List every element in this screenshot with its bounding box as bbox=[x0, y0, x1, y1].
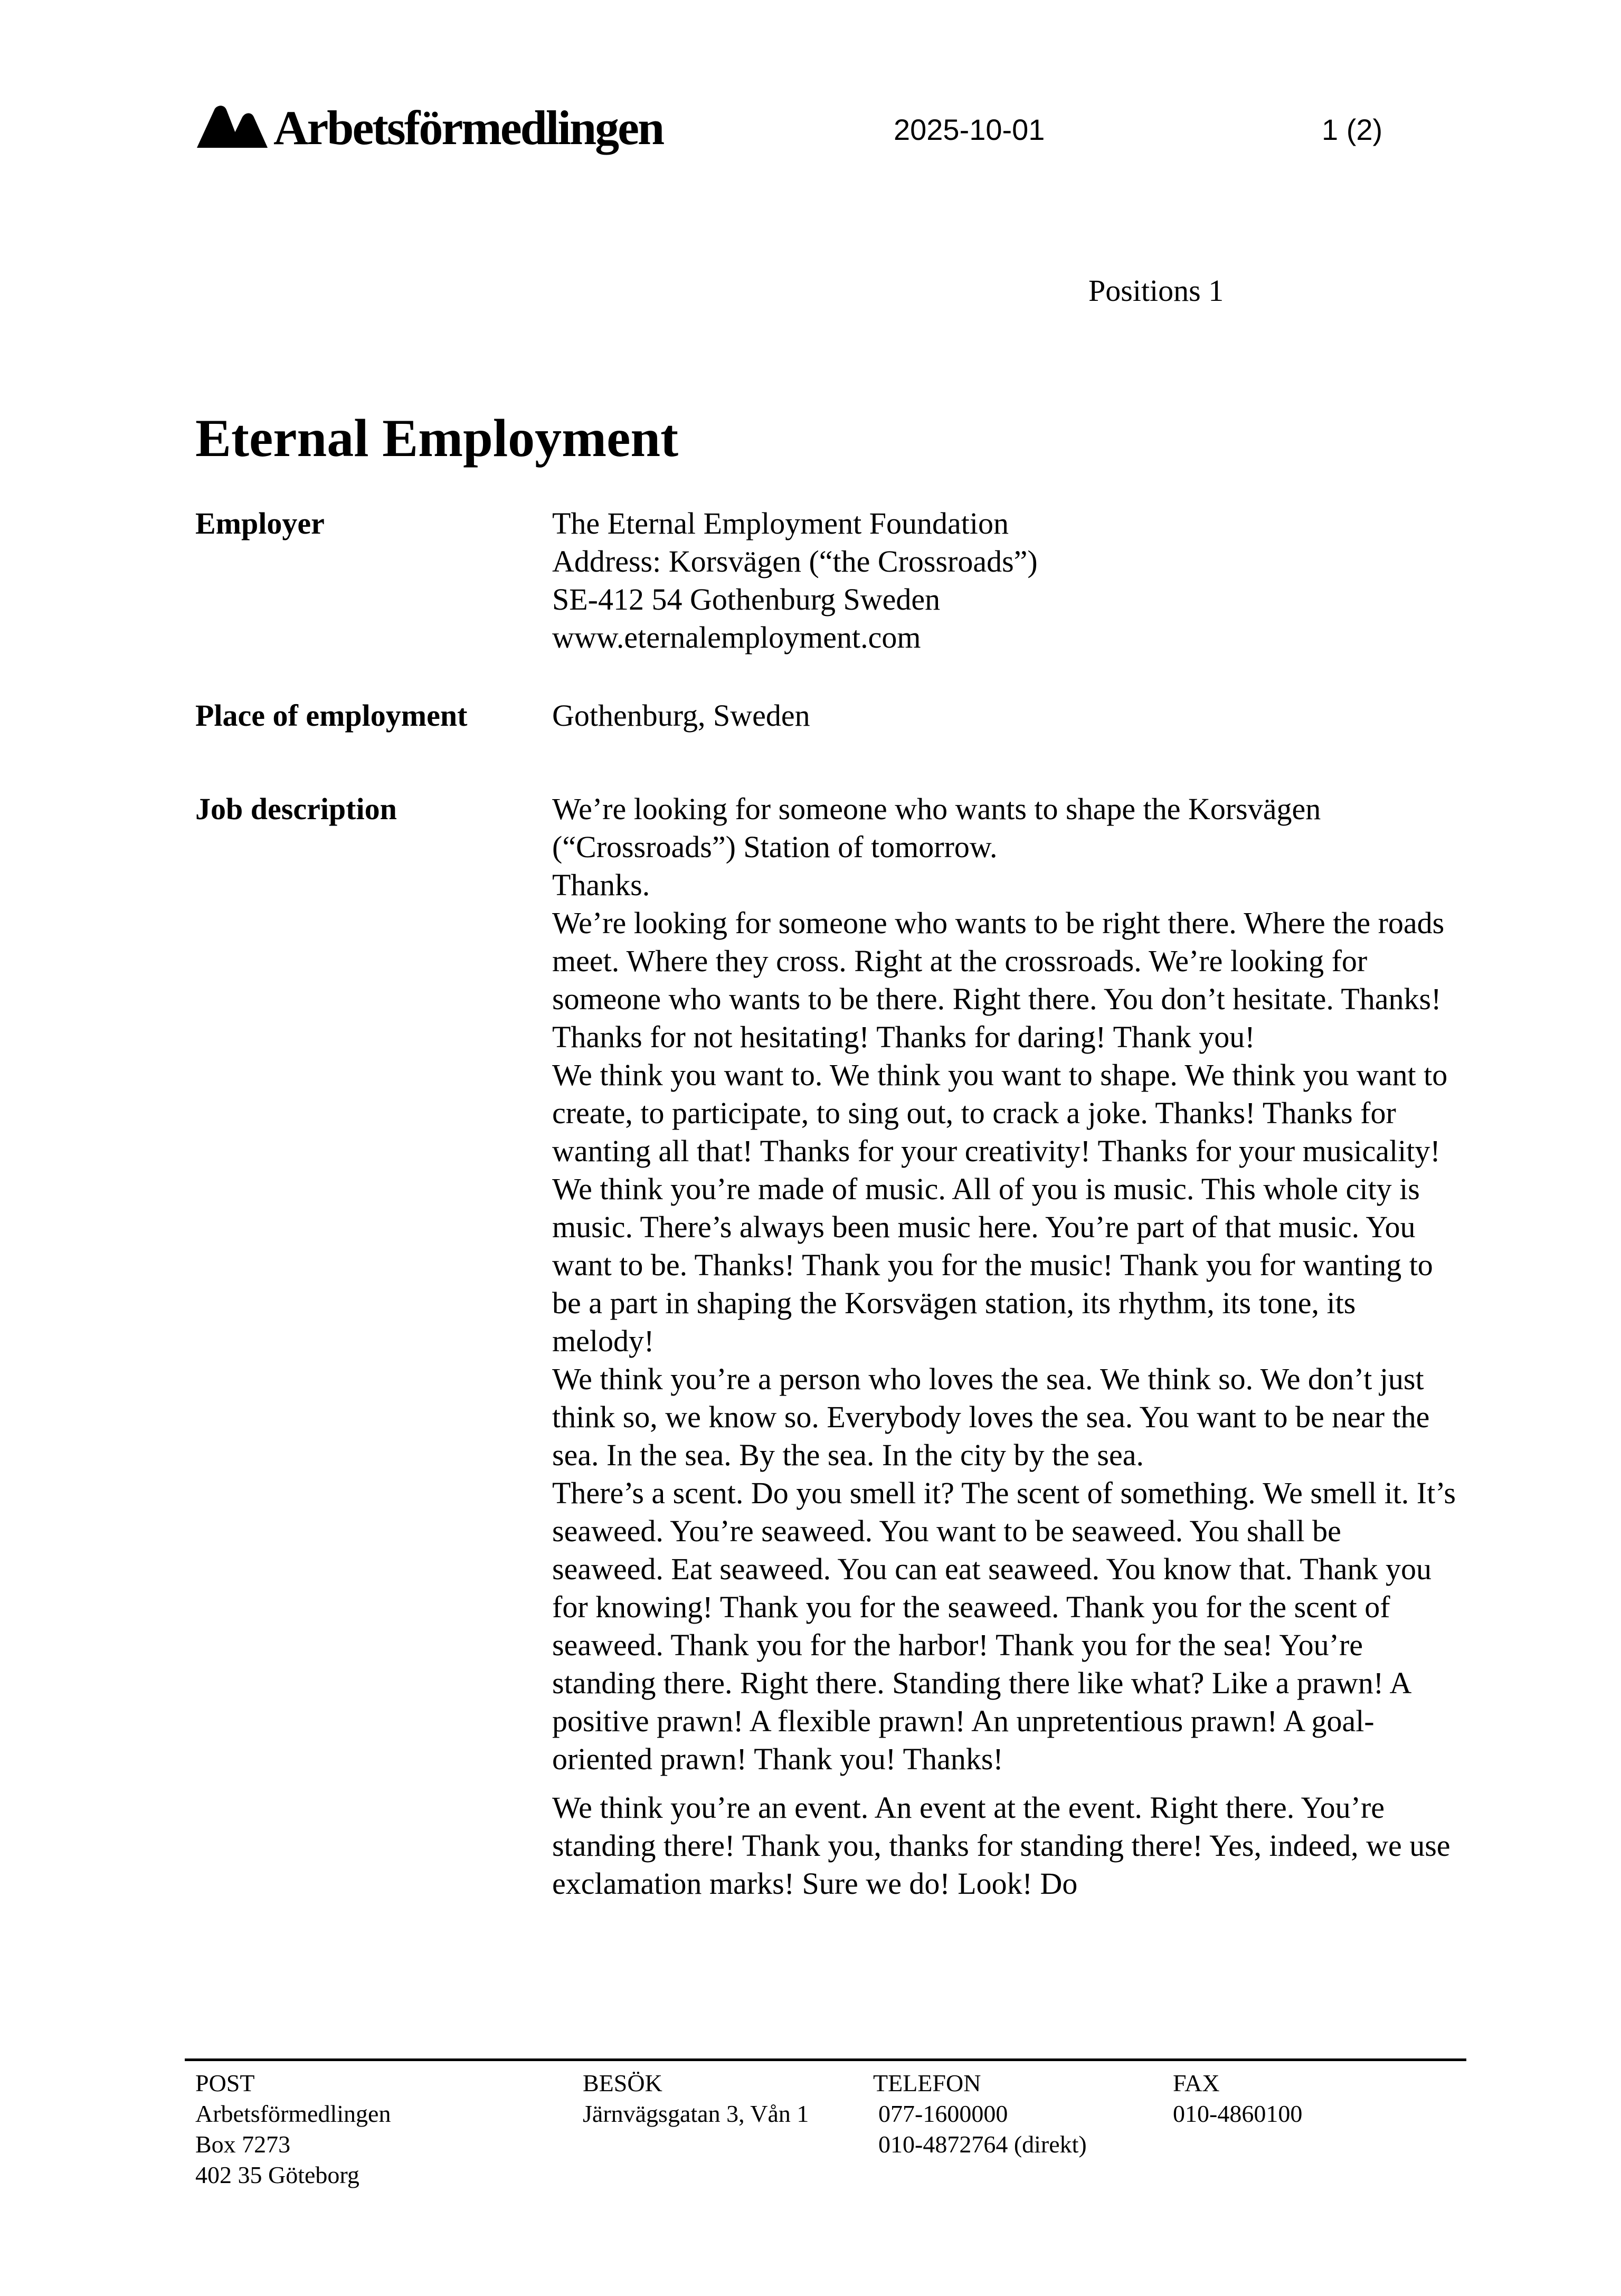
document-date: 2025-10-01 bbox=[894, 113, 1045, 146]
job-paragraph: We think you want to. We think you want to shape. We think you want to create, to participate, to sing out, to crack a joke. Thanks! Thanks for wanting all that! Thanks for your creativity! Thanks for your musicality! We think you’re made of music. All of you is music. This whole city is music. There’s always been music here. You’re part of that music. You want to be. Thanks! Thank you for the music! Thank you for wanting to be a part in shaping the Korsvägen station, its rhythm, its tone, its melody! bbox=[552, 1058, 1448, 1358]
footer-line: Arbetsförmedlingen bbox=[195, 2100, 391, 2127]
footer-fax bbox=[1173, 2068, 1302, 2129]
footer-line: Järnvägsgatan 3, Vån 1 bbox=[583, 2100, 809, 2127]
job-paragraph: We’re looking for someone who wants to shape the Korsvägen (“Crossroads”) Station of tomorrow. bbox=[552, 792, 1321, 864]
place-value: Gothenburg, Sweden bbox=[552, 698, 810, 733]
footer-heading: FAX bbox=[1173, 2070, 1220, 2096]
job-paragraph: We’re looking for someone who wants to be right there. Where the roads meet. Where they cross. Right at the crossroads. We’re looking for someone who wants to be there. Right there. You don’t hesitate. Thanks! Thanks for not hesitating! Thanks for daring! Thank you! bbox=[552, 906, 1445, 1054]
footer-heading: POST bbox=[195, 2070, 255, 2096]
job-description-label: Job description bbox=[195, 792, 397, 826]
footer-post bbox=[195, 2068, 391, 2190]
job-paragraph: There’s a scent. Do you smell it? The scent of something. We smell it. It’s seaweed. You’re seaweed. You want to be seaweed. You shall be seaweed. Eat seaweed. You can eat seaweed. You know that. Thank you for knowing! Thank you for the seaweed. Thank you for the scent of seaweed. Thank you for the harbor! Thank you for the sea! You’re standing there. Right there. Standing there like what? Like a prawn! A positive prawn! A flexible prawn! An unpretentious prawn! A goal-oriented prawn! Thank you! Thanks! bbox=[552, 1476, 1456, 1776]
footer-line: Box 7273 bbox=[195, 2131, 291, 2158]
footer-besok bbox=[583, 2068, 809, 2129]
logo bbox=[194, 101, 663, 155]
job-paragraph: Thanks. bbox=[552, 868, 650, 902]
footer-telefon bbox=[873, 2068, 1087, 2160]
employer-postal: SE-412 54 Gothenburg Sweden bbox=[552, 582, 941, 616]
job-paragraph: We think you’re an event. An event at the event. Right there. You’re standing there! Thank you, thanks for standing there! Yes, indeed, we use exclamation marks! Sure we do! Look! Do bbox=[552, 1790, 1451, 1901]
job-paragraph: We think you’re a person who loves the sea. We think so. We don’t just think so, we know so. Everybody loves the sea. You want to be near the sea. In the sea. By the sea. In the city by the sea. bbox=[552, 1362, 1430, 1472]
employer-details bbox=[552, 505, 1460, 657]
employer-address: Address: Korsvägen (“the Crossroads”) bbox=[552, 544, 1038, 578]
logo-text: Arbetsförmedlingen bbox=[273, 101, 663, 155]
footer-line: 077-1600000 bbox=[878, 2100, 1008, 2127]
page-title: Eternal Employment bbox=[195, 409, 679, 468]
footer-divider bbox=[185, 2058, 1466, 2061]
footer-heading: TELEFON bbox=[873, 2070, 981, 2096]
employer-label: Employer bbox=[195, 506, 325, 540]
employer-name: The Eternal Employment Foundation bbox=[552, 506, 1009, 540]
place-label: Place of employment bbox=[195, 698, 468, 733]
arbetsformedlingen-logo-icon bbox=[194, 106, 269, 150]
positions-count: Positions 1 bbox=[1088, 273, 1224, 308]
page-number: 1 (2) bbox=[1322, 113, 1383, 146]
employer-website: www.eternalemployment.com bbox=[552, 620, 921, 654]
footer-line: 010-4860100 bbox=[1173, 2100, 1303, 2127]
footer-line: 010-4872764 (direkt) bbox=[878, 2131, 1087, 2158]
footer-heading: BESÖK bbox=[583, 2070, 662, 2096]
job-description bbox=[552, 790, 1460, 1903]
footer-line: 402 35 Göteborg bbox=[195, 2161, 359, 2188]
